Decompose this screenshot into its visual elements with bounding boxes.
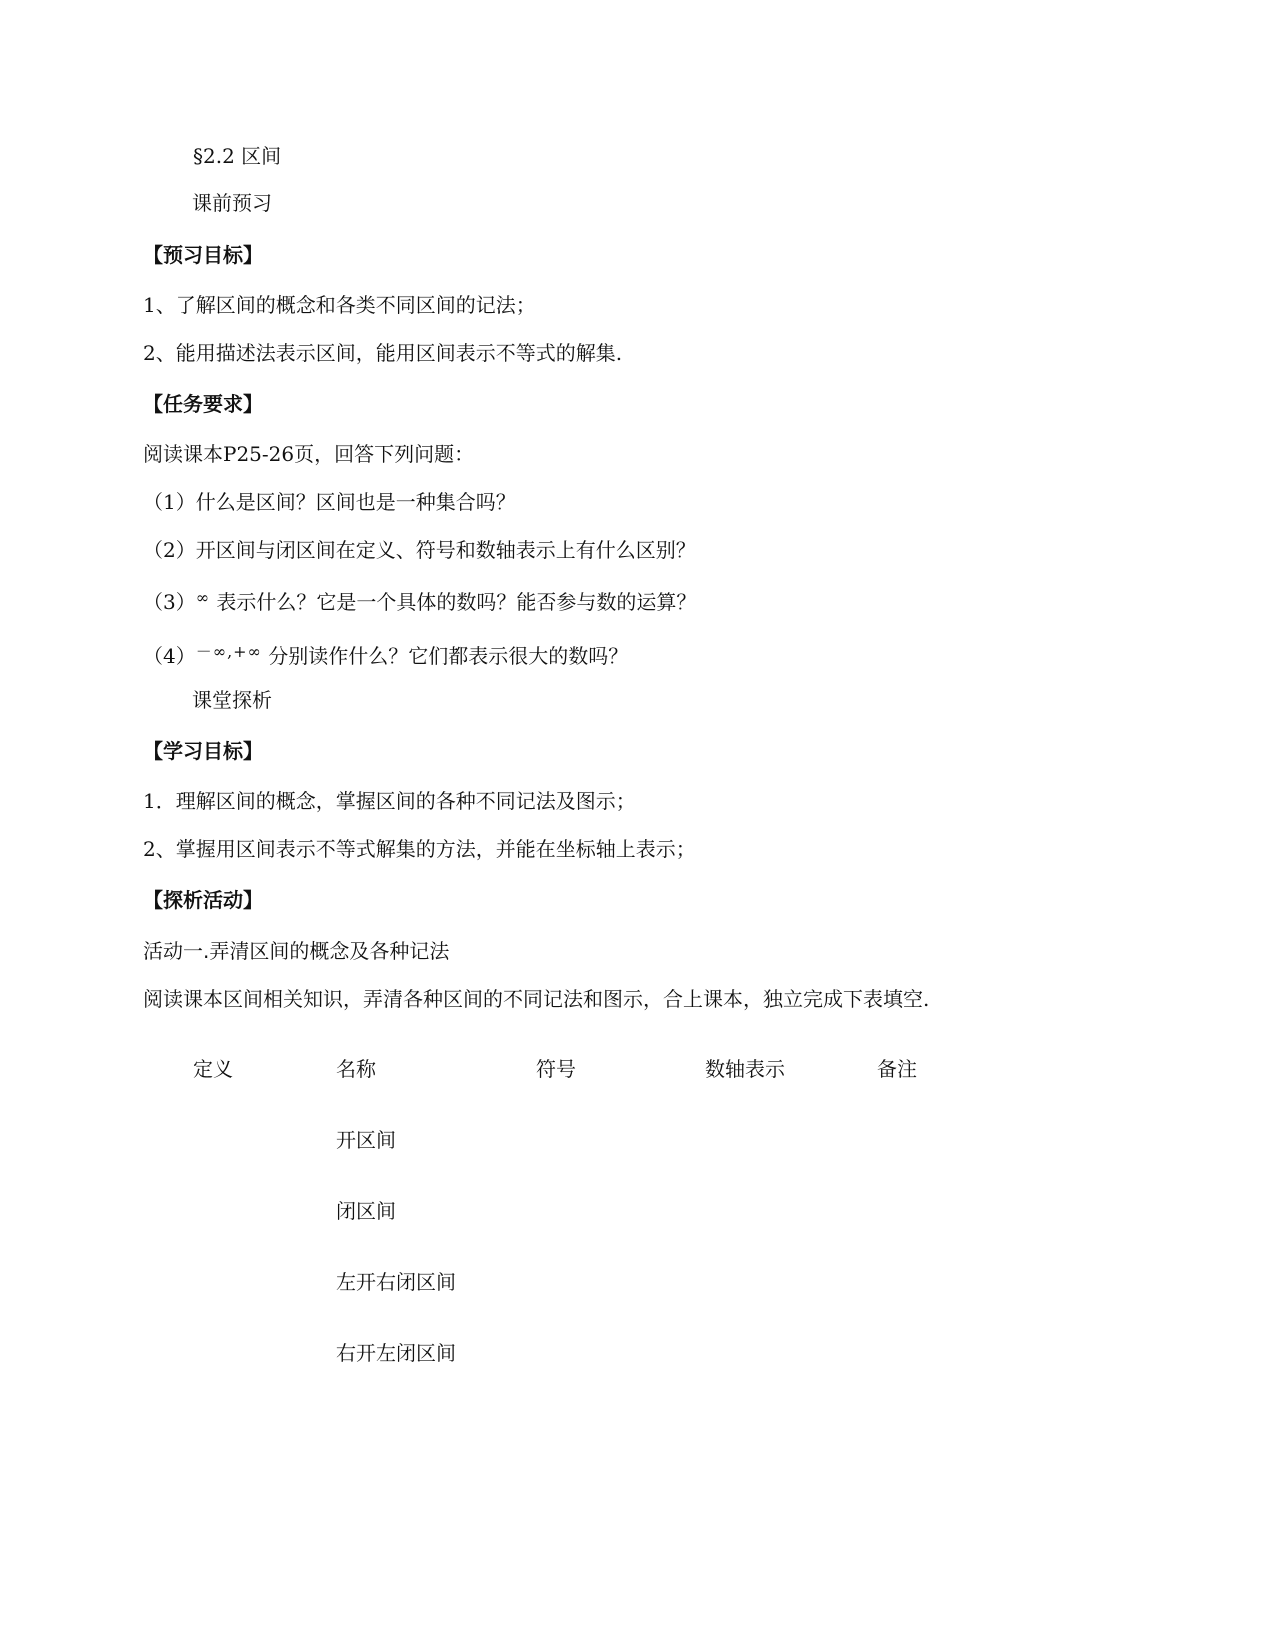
infinity-pair-symbol: －∞,+∞ (195, 642, 262, 661)
learning-goals-heading: 【学习目标】 (143, 739, 263, 763)
question-3-text: 表示什么？它是一个具体的数吗？能否参与数的运算？ (210, 590, 697, 614)
table-header-symbol: 符号 (536, 1057, 576, 1081)
question-3 (143, 584, 696, 616)
question-4-prefix: （4） (143, 644, 196, 668)
table-header-notes: 备注 (877, 1057, 917, 1081)
learning-goal-item: 2、掌握用区间表示不等式解集的方法，并能在坐标轴上表示； (143, 837, 696, 861)
preview-goal-item: 2、能用描述法表示区间，能用区间表示不等式的解集. (143, 341, 623, 365)
task-intro: 阅读课本P25-26页，回答下列问题： (143, 442, 475, 466)
learning-goal-item: 1．理解区间的概念，掌握区间的各种不同记法及图示； (143, 789, 636, 813)
class-heading: 课堂探析 (192, 688, 272, 712)
table-row-open-interval: 开区间 (336, 1128, 396, 1152)
question-2: （2）开区间与闭区间在定义、符号和数轴表示上有什么区别？ (143, 538, 696, 562)
table-header-name: 名称 (336, 1057, 376, 1081)
infinity-symbol: ∞ (195, 588, 211, 607)
preview-heading: 课前预习 (192, 191, 272, 215)
table-row-left-open-right-closed: 左开右闭区间 (336, 1270, 456, 1294)
activity-one-title: 活动一.弄清区间的概念及各种记法 (143, 939, 450, 963)
preview-goals-heading: 【预习目标】 (143, 243, 263, 267)
task-heading: 【任务要求】 (143, 392, 263, 416)
table-row-closed-interval: 闭区间 (336, 1199, 396, 1223)
activity-heading: 【探析活动】 (143, 888, 263, 912)
preview-goal-item: 1、了解区间的概念和各类不同区间的记法； (143, 293, 536, 317)
table-row-right-open-left-closed: 右开左闭区间 (336, 1341, 456, 1365)
question-3-prefix: （3） (143, 590, 196, 614)
question-4-text: 分别读作什么？它们都表示很大的数吗？ (261, 644, 629, 668)
section-title: §2.2 区间 (193, 144, 282, 168)
table-header-definition: 定义 (193, 1057, 233, 1081)
activity-one-text: 阅读课本区间相关知识，弄清各种区间的不同记法和图示，合上课本，独立完成下表填空. (143, 987, 930, 1011)
table-header-number-line: 数轴表示 (705, 1057, 785, 1081)
question-4 (143, 638, 628, 670)
question-1: （1）什么是区间？区间也是一种集合吗？ (143, 490, 516, 514)
